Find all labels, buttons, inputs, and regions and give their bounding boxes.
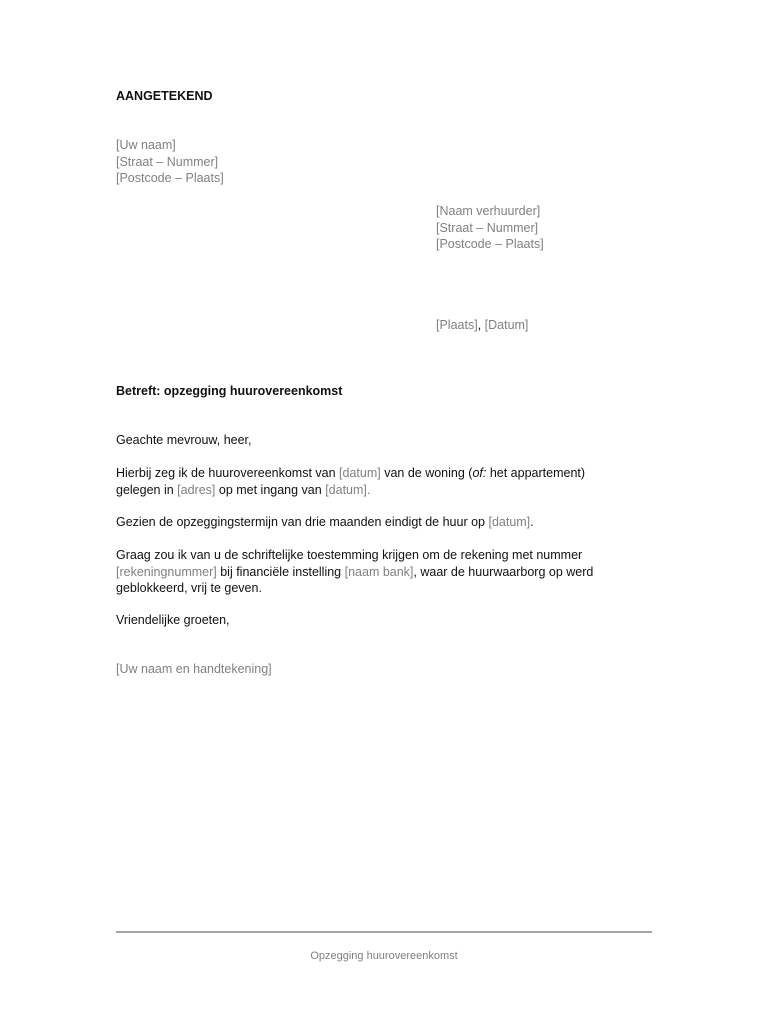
place-date-separator: , xyxy=(477,318,485,332)
date-placeholder: [datum] xyxy=(488,515,531,529)
text-segment: Gezien de opzeggingstermijn van drie maanden eindigt de huur op xyxy=(116,515,489,529)
date-placeholder: [Datum] xyxy=(484,318,529,332)
paragraph-line xyxy=(116,465,585,482)
recipient-street: [Straat – Nummer] xyxy=(436,220,539,235)
paragraph-line: Graag zou ik van u de schriftelijke toestemming krijgen om de rekening met nummer xyxy=(116,548,583,562)
place-placeholder: [Plaats] xyxy=(436,318,478,332)
text-segment: gelegen in xyxy=(116,482,178,497)
sender-name: [Uw naam] xyxy=(116,138,176,152)
sender-address xyxy=(116,137,224,187)
paragraph-line: geblokkeerd, vrij te geven. xyxy=(116,581,262,595)
footer-text: Opzegging huurovereenkomst xyxy=(310,950,458,962)
signature-placeholder: [Uw naam en handtekening] xyxy=(116,662,272,676)
text-segment: . xyxy=(530,515,534,529)
paragraph-line xyxy=(116,564,593,581)
salutation: Geachte mevrouw, heer, xyxy=(116,433,252,447)
text-segment: , waar de huurwaarborg op werd xyxy=(413,564,594,579)
closing: Vriendelijke groeten, xyxy=(116,613,230,627)
subject-line: Betreft: opzegging huurovereenkomst xyxy=(116,384,343,398)
place-date xyxy=(436,317,528,334)
text-segment: bij financiële instelling xyxy=(216,564,345,579)
account-number-placeholder: [rekeningnummer] xyxy=(116,564,217,579)
recipient-name: [Naam verhuurder] xyxy=(436,204,541,218)
address-placeholder: [adres] xyxy=(177,482,216,497)
date-placeholder: [datum] xyxy=(339,466,381,480)
footer-divider xyxy=(116,931,652,933)
document-heading: AANGETEKEND xyxy=(116,89,213,103)
sender-street: [Straat – Nummer] xyxy=(116,154,219,169)
italic-text: of: xyxy=(472,466,487,480)
bank-name-placeholder: [naam bank] xyxy=(344,564,414,579)
recipient-city: [Postcode – Plaats] xyxy=(436,237,544,251)
paragraph-termination xyxy=(116,465,585,498)
date-placeholder: [datum]. xyxy=(325,482,371,497)
paragraph-line xyxy=(116,482,585,499)
recipient-address xyxy=(436,203,544,253)
paragraph-deposit xyxy=(116,547,593,597)
sender-city: [Postcode – Plaats] xyxy=(116,171,224,185)
paragraph-notice-period xyxy=(116,514,534,531)
text-segment: het appartement) xyxy=(486,466,586,480)
text-segment: op met ingang van xyxy=(215,482,326,497)
text-segment: van de woning ( xyxy=(380,466,473,480)
text-segment: Hierbij zeg ik de huurovereenkomst van xyxy=(116,466,340,480)
